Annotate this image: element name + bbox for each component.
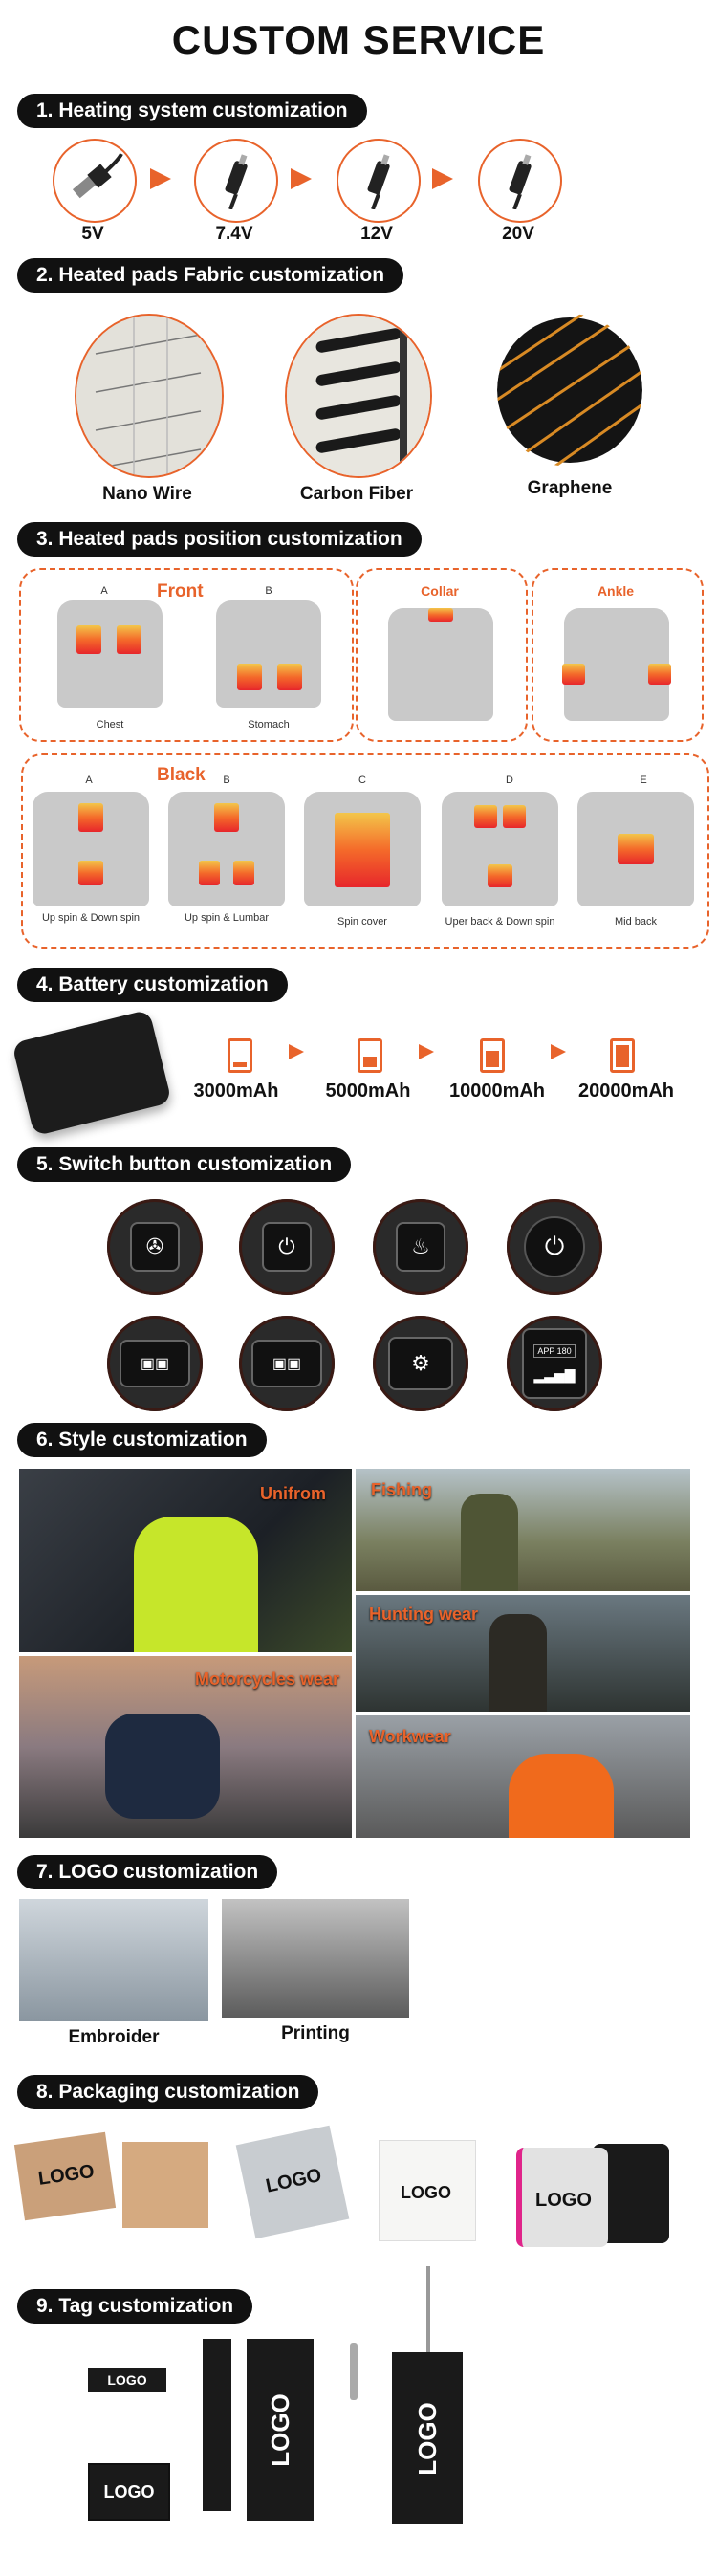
battery-label: 5000mAh bbox=[325, 1081, 411, 1102]
rider-figure bbox=[105, 1714, 220, 1819]
embroidery-machine-photo bbox=[19, 1899, 208, 2021]
switch-button-dual-b bbox=[239, 1316, 335, 1411]
dc-plug-icon bbox=[478, 139, 562, 223]
switch-button-round-power bbox=[507, 1199, 602, 1295]
back-letter: B bbox=[223, 775, 230, 786]
graphene-swatch bbox=[497, 314, 642, 467]
display-readout: APP 180 bbox=[533, 1344, 575, 1358]
hi-vis-jacket bbox=[134, 1517, 258, 1652]
back-letter: A bbox=[85, 775, 93, 786]
section-heading-tag: 9. Tag customization bbox=[17, 2289, 252, 2324]
poly-bag bbox=[236, 2126, 350, 2239]
position-label: Chest bbox=[96, 719, 124, 731]
fabric-label: Nano Wire bbox=[102, 484, 192, 504]
battery-label: 3000mAh bbox=[193, 1081, 279, 1102]
back-letter: D bbox=[506, 775, 513, 786]
angler-figure bbox=[461, 1494, 518, 1591]
back-label: Spin cover bbox=[337, 916, 387, 928]
battery-icon bbox=[228, 1038, 252, 1073]
hunter-figure bbox=[489, 1614, 547, 1712]
heat-pad bbox=[237, 664, 262, 690]
drawstring-bag-white bbox=[516, 2148, 608, 2247]
heat-pad bbox=[78, 861, 103, 885]
paper-bag bbox=[379, 2140, 476, 2241]
heat-pad bbox=[277, 664, 302, 690]
heat-pad bbox=[214, 803, 239, 832]
section-heading-style: 6. Style customization bbox=[17, 1423, 267, 1457]
battery-label: 10000mAh bbox=[448, 1081, 546, 1102]
gear-icon: ⚙ bbox=[388, 1337, 453, 1390]
pack-logo-text: LOGO bbox=[535, 2190, 592, 2211]
arrow-icon bbox=[551, 1044, 566, 1059]
tag-logo-text: LOGO bbox=[412, 2401, 442, 2476]
power-icon: ⏻ bbox=[524, 1216, 585, 1277]
switch-button-display bbox=[507, 1316, 602, 1411]
section-heading-fabric: 2. Heated pads Fabric customization bbox=[17, 258, 403, 293]
tag-pin bbox=[350, 2343, 358, 2400]
workwear-photo bbox=[356, 1715, 690, 1838]
back-letter: E bbox=[640, 775, 647, 786]
section-heading-packaging: 8. Packaging customization bbox=[17, 2075, 318, 2109]
pack-logo-text: LOGO bbox=[401, 2183, 451, 2202]
heat-pad bbox=[648, 664, 671, 685]
arrow-icon bbox=[289, 1044, 304, 1059]
pack-logo-text: LOGO bbox=[36, 2160, 96, 2190]
section-heading-logo: 7. LOGO customization bbox=[17, 1855, 277, 1889]
position-label: Stomach bbox=[248, 719, 290, 731]
jacket-collar bbox=[388, 608, 493, 721]
carbon-fiber-swatch bbox=[285, 314, 432, 478]
section-heading-switch: 5. Switch button customization bbox=[17, 1147, 351, 1182]
switch-button-fan bbox=[107, 1199, 203, 1295]
switch-button-power bbox=[239, 1199, 335, 1295]
dc-plug-icon bbox=[337, 139, 421, 223]
woven-label-large bbox=[88, 2463, 170, 2521]
back-label: Mid back bbox=[614, 916, 658, 928]
printing-machine-photo bbox=[222, 1899, 409, 2018]
back-label: Up spin & Down spin bbox=[41, 912, 141, 924]
arrow-icon bbox=[432, 168, 453, 189]
heat-pad bbox=[199, 861, 220, 885]
style-label: Motorcycles wear bbox=[195, 1670, 340, 1689]
jacket-front-chest bbox=[57, 600, 163, 708]
back-letter: C bbox=[358, 775, 366, 786]
nano-wire-swatch bbox=[75, 314, 224, 478]
section-heading-battery: 4. Battery customization bbox=[17, 968, 288, 1002]
section-heading-position: 3. Heated pads position customization bbox=[17, 522, 422, 557]
heat-pad bbox=[503, 805, 526, 828]
section-heading-heating: 1. Heating system customization bbox=[17, 94, 367, 128]
heat-pad bbox=[562, 664, 585, 685]
heat-pad bbox=[488, 864, 512, 887]
heat-pad bbox=[618, 834, 654, 864]
jacket-front-stomach bbox=[216, 600, 321, 708]
flame-icon: ♨ bbox=[396, 1222, 445, 1272]
heat-pad bbox=[78, 803, 103, 832]
style-label: Hunting wear bbox=[369, 1605, 479, 1624]
tag-string bbox=[426, 2266, 430, 2352]
battery-icon bbox=[480, 1038, 505, 1073]
arrow-icon bbox=[419, 1044, 434, 1059]
display-icon: APP 180 ▂▃▅▇ bbox=[522, 1328, 587, 1399]
switch-button-flame bbox=[373, 1199, 468, 1295]
voltage-label: 20V bbox=[502, 224, 534, 244]
style-label: Fishing bbox=[371, 1480, 432, 1499]
motorcycle-photo bbox=[19, 1656, 352, 1838]
page-title: CUSTOM SERVICE bbox=[171, 17, 546, 62]
power-bank-image bbox=[11, 1010, 172, 1137]
usb-plug-icon bbox=[53, 139, 137, 223]
dc-plug-icon bbox=[194, 139, 278, 223]
style-label: Workwear bbox=[369, 1727, 451, 1746]
front-letter: A bbox=[100, 585, 108, 597]
hunting-photo bbox=[356, 1595, 690, 1712]
heat-pad bbox=[76, 625, 101, 654]
voltage-label: 7.4V bbox=[215, 224, 253, 244]
fabric-label: Graphene bbox=[527, 478, 613, 498]
battery-label: 20000mAh bbox=[577, 1081, 675, 1102]
carton-stack bbox=[122, 2142, 208, 2228]
switch-button-gear bbox=[373, 1316, 468, 1411]
heat-pad bbox=[233, 861, 254, 885]
hang-tag-with-string bbox=[392, 2352, 463, 2524]
style-label: Unifrom bbox=[260, 1484, 326, 1503]
tag-logo-text: LOGO bbox=[107, 2372, 147, 2388]
worker-figure bbox=[509, 1754, 614, 1838]
power-icon: ⏻ bbox=[262, 1222, 312, 1272]
voltage-label: 12V bbox=[360, 224, 393, 244]
arrow-icon bbox=[291, 168, 312, 189]
ankle-title: Ankle bbox=[597, 583, 635, 599]
heat-pad bbox=[117, 625, 141, 654]
back-label: Uper back & Down spin bbox=[445, 916, 555, 928]
fabric-label: Carbon Fiber bbox=[299, 484, 414, 504]
back-title: Black bbox=[157, 765, 206, 785]
front-title: Front bbox=[157, 581, 204, 601]
logo-method-label: Printing bbox=[281, 2023, 350, 2043]
logo-method-label: Embroider bbox=[68, 2027, 160, 2047]
arrow-icon bbox=[150, 168, 171, 189]
heat-pad bbox=[428, 608, 453, 622]
hang-tag-narrow bbox=[203, 2339, 231, 2511]
fan-icon: ✇ bbox=[130, 1222, 180, 1272]
fishing-photo bbox=[356, 1469, 690, 1591]
front-letter: B bbox=[265, 585, 272, 597]
hang-tag-wide bbox=[247, 2339, 314, 2521]
heat-pad bbox=[335, 813, 390, 887]
uniform-photo bbox=[19, 1469, 352, 1652]
tag-logo-text: LOGO bbox=[265, 2392, 294, 2467]
pack-logo-text: LOGO bbox=[264, 2164, 324, 2197]
carton-box bbox=[14, 2132, 116, 2221]
dual-switch-icon: ▣▣ bbox=[120, 1340, 190, 1387]
switch-button-dual bbox=[107, 1316, 203, 1411]
tag-logo-text: LOGO bbox=[103, 2481, 155, 2501]
battery-icon bbox=[358, 1038, 382, 1073]
woven-label-small bbox=[88, 2368, 166, 2392]
jacket-back-d bbox=[442, 792, 558, 906]
battery-icon bbox=[610, 1038, 635, 1073]
heat-pad bbox=[474, 805, 497, 828]
collar-title: Collar bbox=[421, 583, 459, 599]
back-label: Up spin & Lumbar bbox=[184, 912, 270, 924]
dual-switch-icon: ▣▣ bbox=[251, 1340, 322, 1387]
voltage-label: 5V bbox=[81, 224, 104, 244]
